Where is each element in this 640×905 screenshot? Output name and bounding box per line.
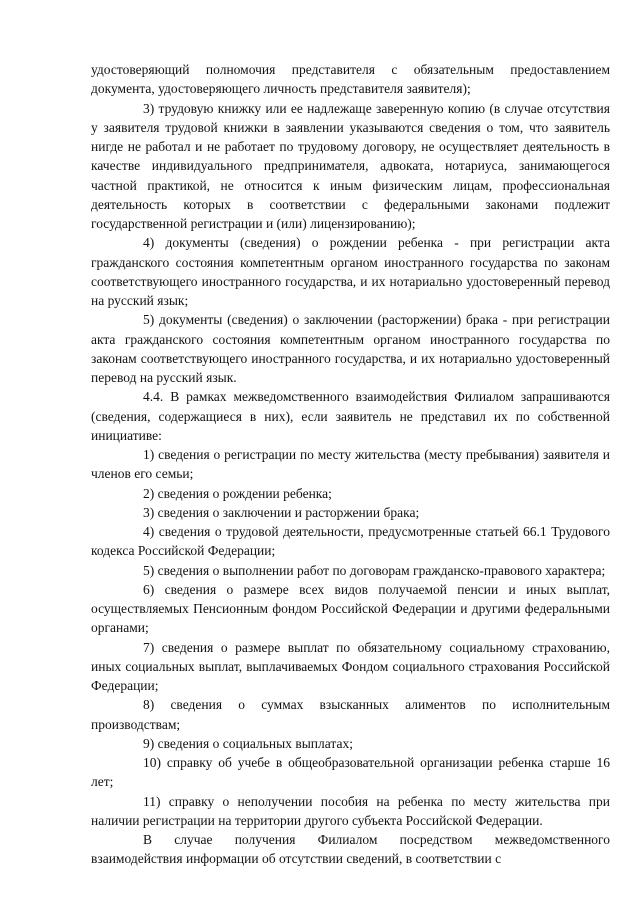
paragraph-request-6-pension: 6) сведения о размере всех видов получаемой пенсии и иных выплат, осуществляемых Пенсионным фондом Российской Федерации и другими федеральными органами; bbox=[91, 581, 610, 636]
paragraph-item-5-marriage-documents: 5) документы (сведения) о заключении (расторжении) брака - при регистрации акта гражданского состояния компетентным органом иностранного государства по законам соответствующего иностранного государства, и их нотариально удостоверенный перевод на русский язык. bbox=[91, 312, 610, 385]
paragraph-request-10-school-certificate: 10) справку об учебе в общеобразовательной организации ребенка старше 16 лет; bbox=[91, 755, 610, 790]
paragraph-item-4-birth-documents: 4) документы (сведения) о рождении ребенка - при регистрации акта гражданского состояния компетентным органом иностранного государства по законам соответствующего иностранного государства, и их нотариально удостоверенный перевод на русский язык; bbox=[91, 235, 610, 308]
paragraph-request-8-alimony: 8) сведения о суммах взысканных алиментов по исполнительным производствам; bbox=[91, 697, 610, 732]
paragraph-request-2-birth: 2) сведения о рождении ребенка; bbox=[143, 485, 332, 501]
paragraph-continuation-representative: удостоверяющий полномочия представителя с обязательным предоставлением документа, удостоверяющего личность представителя заявителя); bbox=[91, 62, 610, 97]
paragraph-request-1-registration: 1) сведения о регистрации по месту жительства (месту пребывания) заявителя и членов его семьи; bbox=[91, 447, 610, 482]
paragraph-item-3-work-record: 3) трудовую книжку или ее надлежаще заверенную копию (в случае отсутствия у заявителя трудовой книжки в заявлении указываются сведения о том, что заявитель нигде не работал и не работает по трудовому договору, не осуществляет деятельность в качестве индивидуального предпринимателя, адвоката, нотариуса, занимающегося частной практикой, не относится к иным физическим лицам, профессиональная деятельность которых в соответствии с федеральными законами подлежит государственной регистрации и (или) лицензированию); bbox=[91, 100, 610, 231]
paragraph-interagency-case: В случае получения Филиалом посредством межведомственного взаимодействия информации об отсутствии сведений, в соответствии с bbox=[91, 832, 610, 867]
paragraph-request-3-marriage: 3) сведения о заключении и расторжении брака; bbox=[143, 504, 420, 520]
paragraph-section-4-4: 4.4. В рамках межведомственного взаимодействия Филиалом запрашиваются (сведения, содержащиеся в них), если заявитель не представил их по собственной инициативе: bbox=[91, 389, 610, 443]
paragraph-request-11-benefit-certificate: 11) справку о неполучении пособия на ребенка по месту жительства при наличии регистрации на территории другого субъекта Российской Федерации. bbox=[91, 793, 610, 828]
paragraph-request-7-social-insurance: 7) сведения о размере выплат по обязательному социальному страхованию, иных социальных выплат, выплачиваемых Фондом социального страхования Российской Федерации; bbox=[91, 639, 610, 693]
paragraph-request-4-labor: 4) сведения о трудовой деятельности, предусмотренные статьей 66.1 Трудового кодекса Российской Федерации; bbox=[91, 524, 610, 559]
paragraph-request-5-civil-contracts: 5) сведения о выполнении работ по договорам гражданско-правового характера; bbox=[143, 562, 606, 578]
paragraph-request-9-social-payments: 9) сведения о социальных выплатах; bbox=[143, 735, 353, 751]
